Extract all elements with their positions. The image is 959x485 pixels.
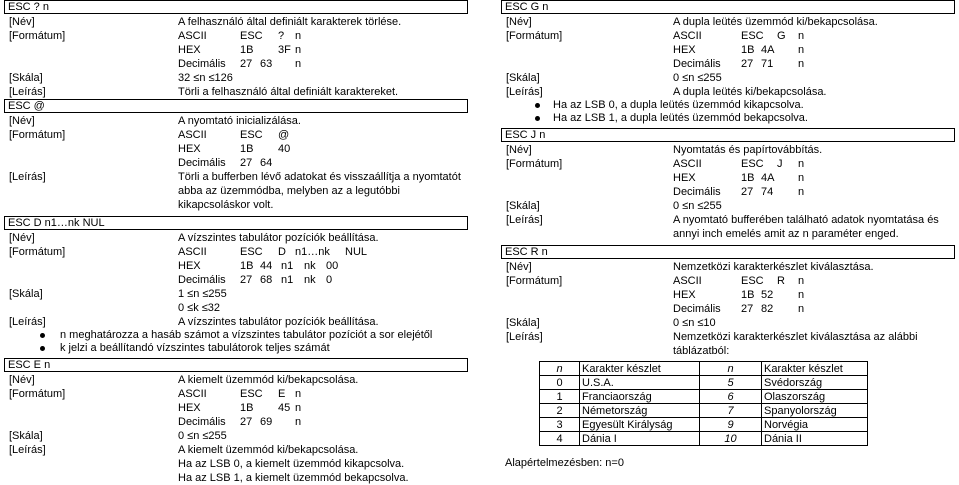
row-leiras xyxy=(4,170,468,212)
table-row xyxy=(540,376,868,390)
value-lsb1: Ha az LSB 1, a kiemelt üzemmód bekapcsolva. xyxy=(178,472,409,484)
row-leiras xyxy=(4,85,468,99)
row-format-dec xyxy=(501,302,955,316)
fmt-cell: n xyxy=(295,402,302,414)
value-nev: A kiemelt üzemmód ki/bekapcsolása. xyxy=(178,374,359,386)
row-format-ascii xyxy=(4,128,468,142)
row-skala xyxy=(4,429,468,443)
fmt-cell: 68 xyxy=(260,274,273,286)
section-header-esc-g: ESC G n xyxy=(501,0,955,14)
fmt-cell: E xyxy=(278,388,286,400)
value-leiras: A nyomtató bufferében található adatok nyomtatása és annyi inch emelés amit az n paraméter enged. xyxy=(673,214,939,240)
fmt-cell: ESC xyxy=(240,30,263,42)
fmt-cell: ASCII xyxy=(673,158,702,170)
fmt-cell: ? xyxy=(278,30,285,42)
row-format-hex xyxy=(501,43,955,57)
table-header-cell: n xyxy=(540,362,580,376)
fmt-cell: HEX xyxy=(178,402,201,414)
table-cell: Spanyolország xyxy=(762,404,868,418)
bullet-text: k jelzi a beállítandó vízszintes tabulátorok teljes számát xyxy=(60,342,330,354)
fmt-cell: n xyxy=(295,58,302,70)
label-skala: [Skála] xyxy=(9,72,43,84)
fmt-cell: n xyxy=(295,388,302,400)
fmt-cell: NUL xyxy=(345,246,368,258)
fmt-cell: HEX xyxy=(673,44,696,56)
fmt-cell: 1B xyxy=(741,289,755,301)
fmt-cell: 27 xyxy=(741,303,754,315)
row-skala xyxy=(4,287,468,301)
fmt-cell: 82 xyxy=(761,303,774,315)
section-header-esc-e: ESC E n xyxy=(4,358,468,372)
label-nev: [Név] xyxy=(9,232,35,244)
fmt-cell: @ xyxy=(278,129,290,141)
fmt-cell: 1B xyxy=(240,402,254,414)
fmt-cell: 0 xyxy=(326,274,333,286)
fmt-cell: 3F xyxy=(278,44,291,56)
value-nev: A felhasználó által definiált karakterek törlése. xyxy=(178,16,402,28)
row-format-dec xyxy=(501,57,955,71)
label-skala: [Skála] xyxy=(506,317,540,329)
section-header-esc-r: ESC R n xyxy=(501,245,955,259)
table-cell: 10 xyxy=(700,432,762,446)
bullet-text: Ha az LSB 0, a dupla leütés üzemmód kikapcsolva. xyxy=(553,99,804,111)
fmt-cell: 27 xyxy=(240,416,253,428)
row-format-hex xyxy=(4,401,468,415)
row-format-ascii xyxy=(4,387,468,401)
label-nev: [Név] xyxy=(9,115,35,127)
row-format-ascii xyxy=(501,157,955,171)
label-formatum: [Formátum] xyxy=(506,275,563,287)
fmt-cell: 71 xyxy=(761,58,774,70)
fmt-cell: 52 xyxy=(761,289,774,301)
table-cell: Dánia I xyxy=(580,432,700,446)
table-cell: 2 xyxy=(540,404,580,418)
fmt-cell: Decimális xyxy=(178,416,226,428)
row-format-ascii xyxy=(501,29,955,43)
label-leiras: [Leírás] xyxy=(9,86,46,98)
row-format-hex xyxy=(501,171,955,185)
label-nev: [Név] xyxy=(506,261,532,273)
label-formatum: [Formátum] xyxy=(9,246,66,258)
fmt-cell: G xyxy=(777,30,786,42)
row-format-dec xyxy=(4,57,468,71)
row-leiras xyxy=(4,315,468,329)
fmt-cell: n xyxy=(798,172,805,184)
fmt-cell: n xyxy=(798,58,805,70)
value-skala: 0 ≤n ≤255 xyxy=(673,200,722,212)
fmt-cell: HEX xyxy=(178,260,201,272)
row-format-dec xyxy=(501,185,955,199)
value-nev: Nyomtatás és papírtovábbítás. xyxy=(673,144,823,156)
row-nev xyxy=(501,260,955,274)
row-leiras-lsb0 xyxy=(4,457,468,471)
value-skala: 0 ≤n ≤255 xyxy=(673,72,722,84)
bullet-item xyxy=(4,342,468,355)
row-leiras xyxy=(4,443,468,457)
fmt-cell: Decimális xyxy=(673,186,721,198)
fmt-cell: n xyxy=(295,416,302,428)
fmt-cell: ESC xyxy=(240,246,263,258)
label-skala: [Skála] xyxy=(506,72,540,84)
label-leiras: [Leírás] xyxy=(9,444,46,456)
value-skala-k: 0 ≤k ≤32 xyxy=(178,302,221,314)
row-format-dec xyxy=(4,156,468,170)
fmt-cell: ASCII xyxy=(178,388,207,400)
table-header-row xyxy=(540,362,868,376)
fmt-cell: n xyxy=(798,275,805,287)
bullet-dot-icon xyxy=(40,333,45,338)
fmt-cell: ASCII xyxy=(673,30,702,42)
label-skala: [Skála] xyxy=(9,430,43,442)
value-leiras: Nemzetközi karakterkészlet kiválasztása az alábbi táblázatból: xyxy=(673,331,918,357)
table-cell: 7 xyxy=(700,404,762,418)
value-leiras: A vízszintes tabulátor pozíciók beállítása. xyxy=(178,316,379,328)
fmt-cell: HEX xyxy=(178,143,201,155)
bullet-item xyxy=(501,99,955,112)
label-leiras: [Leírás] xyxy=(9,316,46,328)
row-format-hex xyxy=(4,43,468,57)
fmt-cell: n1 xyxy=(281,260,294,272)
row-skala xyxy=(4,71,468,85)
table-cell: 3 xyxy=(540,418,580,432)
row-nev xyxy=(4,373,468,387)
fmt-cell: Decimális xyxy=(673,58,721,70)
fmt-cell: 27 xyxy=(240,274,253,286)
row-nev xyxy=(4,15,468,29)
row-skala xyxy=(501,71,955,85)
row-format-dec xyxy=(4,273,468,287)
value-skala: 0 ≤n ≤10 xyxy=(673,317,716,329)
label-skala: [Skála] xyxy=(506,200,540,212)
table-cell: Egyesült Királyság xyxy=(580,418,700,432)
value-nev: A dupla leütés üzemmód ki/bekapcsolása. xyxy=(673,16,878,28)
table-cell: Olaszország xyxy=(762,390,868,404)
label-formatum: [Formátum] xyxy=(506,30,563,42)
table-row xyxy=(540,404,868,418)
fmt-cell: Decimális xyxy=(178,58,226,70)
table-row xyxy=(540,432,868,446)
fmt-cell: 40 xyxy=(278,143,291,155)
label-formatum: [Formátum] xyxy=(9,388,66,400)
table-header-cell: Karakter készlet xyxy=(580,362,700,376)
value-skala: 32 ≤n ≤126 xyxy=(178,72,233,84)
fmt-cell: 27 xyxy=(240,157,253,169)
label-nev: [Név] xyxy=(506,16,532,28)
fmt-cell: 1B xyxy=(240,260,254,272)
section-header-esc-d: ESC D n1…nk NUL xyxy=(4,216,468,230)
value-leiras: A kiemelt üzemmód ki/bekapcsolása. xyxy=(178,444,359,456)
fmt-cell: 1B xyxy=(741,44,755,56)
fmt-cell: 27 xyxy=(741,58,754,70)
fmt-cell: nk xyxy=(304,274,316,286)
value-nev: A vízszintes tabulátor pozíciók beállítása. xyxy=(178,232,379,244)
row-format-ascii xyxy=(501,274,955,288)
fmt-cell: 64 xyxy=(260,157,273,169)
fmt-cell: ESC xyxy=(240,388,263,400)
fmt-cell: 27 xyxy=(240,58,253,70)
fmt-cell: 74 xyxy=(761,186,774,198)
fmt-cell: ASCII xyxy=(178,129,207,141)
bullet-dot-icon xyxy=(40,346,45,351)
fmt-cell: ESC xyxy=(741,30,764,42)
fmt-cell: n xyxy=(798,289,805,301)
row-leiras xyxy=(501,85,955,99)
label-nev: [Név] xyxy=(9,16,35,28)
fmt-cell: Decimális xyxy=(673,303,721,315)
default-note: Alapértelmezésben: n=0 xyxy=(505,457,624,469)
row-skala-k xyxy=(4,301,468,315)
row-format-ascii xyxy=(4,29,468,43)
table-cell: U.S.A. xyxy=(580,376,700,390)
table-cell: 5 xyxy=(700,376,762,390)
row-nev xyxy=(4,231,468,245)
fmt-cell: ASCII xyxy=(178,246,207,258)
fmt-cell: 27 xyxy=(741,186,754,198)
fmt-cell: 44 xyxy=(260,260,273,272)
table-cell: Svédország xyxy=(762,376,868,390)
section-header-esc-question: ESC ? n xyxy=(4,0,468,14)
row-nev xyxy=(501,143,955,157)
row-nev xyxy=(4,114,468,128)
fmt-cell: n xyxy=(798,186,805,198)
table-cell: 4 xyxy=(540,432,580,446)
label-formatum: [Formátum] xyxy=(9,129,66,141)
bullet-item xyxy=(501,112,955,125)
fmt-cell: 69 xyxy=(260,416,273,428)
fmt-cell: ESC xyxy=(240,129,263,141)
table-row xyxy=(540,418,868,432)
table-header-cell: n xyxy=(700,362,762,376)
fmt-cell: Decimális xyxy=(178,157,226,169)
label-nev: [Név] xyxy=(9,374,35,386)
row-leiras-lsb1 xyxy=(4,471,468,485)
fmt-cell: n xyxy=(798,44,805,56)
fmt-cell: n xyxy=(295,30,302,42)
table-cell: Dánia II xyxy=(762,432,868,446)
bullet-text: Ha az LSB 1, a dupla leütés üzemmód bekapcsolva. xyxy=(553,112,808,124)
table-cell: Franciaország xyxy=(580,390,700,404)
fmt-cell: n xyxy=(798,158,805,170)
fmt-cell: 63 xyxy=(260,58,273,70)
fmt-cell: ESC xyxy=(741,158,764,170)
fmt-cell: 1B xyxy=(240,143,254,155)
label-leiras: [Leírás] xyxy=(9,171,46,183)
fmt-cell: n1 xyxy=(281,274,294,286)
fmt-cell: HEX xyxy=(178,44,201,56)
row-skala xyxy=(501,316,955,330)
row-format-hex xyxy=(4,142,468,156)
section-header-esc-at: ESC @ xyxy=(4,99,468,113)
fmt-cell: 4A xyxy=(761,172,775,184)
label-formatum: [Formátum] xyxy=(506,158,563,170)
fmt-cell: ESC xyxy=(741,275,764,287)
right-column xyxy=(501,0,955,470)
fmt-cell: n1…nk xyxy=(295,246,330,258)
fmt-cell: n xyxy=(295,44,302,56)
fmt-cell: ASCII xyxy=(178,30,207,42)
row-skala xyxy=(501,199,955,213)
value-nev: Nemzetközi karakterkészlet kiválasztása. xyxy=(673,261,874,273)
table-cell: 6 xyxy=(700,390,762,404)
label-leiras: [Leírás] xyxy=(506,331,543,343)
table-header-cell: Karakter készlet xyxy=(762,362,868,376)
left-column xyxy=(4,0,468,485)
table-cell: Norvégia xyxy=(762,418,868,432)
table-cell: 1 xyxy=(540,390,580,404)
value-leiras: Törli a felhasználó által definiált karaktereket. xyxy=(178,86,399,98)
row-leiras xyxy=(501,330,955,358)
bullet-dot-icon xyxy=(535,103,540,108)
fmt-cell: HEX xyxy=(673,289,696,301)
label-skala: [Skála] xyxy=(9,288,43,300)
fmt-cell: D xyxy=(278,246,286,258)
value-skala: 0 ≤n ≤255 xyxy=(178,430,227,442)
value-skala-n: 1 ≤n ≤255 xyxy=(178,288,227,300)
value-lsb0: Ha az LSB 0, a kiemelt üzemmód kikapcsolva. xyxy=(178,458,405,470)
row-leiras xyxy=(501,213,955,241)
bullet-dot-icon xyxy=(535,116,540,121)
label-formatum: [Formátum] xyxy=(9,30,66,42)
charset-table xyxy=(539,361,868,446)
table-row xyxy=(540,390,868,404)
table-cell: Németország xyxy=(580,404,700,418)
row-format-hex xyxy=(4,259,468,273)
fmt-cell: R xyxy=(777,275,785,287)
row-nev xyxy=(501,15,955,29)
fmt-cell: n xyxy=(798,303,805,315)
fmt-cell: 1B xyxy=(741,172,755,184)
label-leiras: [Leírás] xyxy=(506,214,543,226)
fmt-cell: nk xyxy=(304,260,316,272)
value-nev: A nyomtató inicializálása. xyxy=(178,115,301,127)
table-cell: 9 xyxy=(700,418,762,432)
value-leiras: A dupla leütés ki/bekapcsolása. xyxy=(673,86,827,98)
label-leiras: [Leírás] xyxy=(506,86,543,98)
fmt-cell: 00 xyxy=(326,260,339,272)
fmt-cell: 1B xyxy=(240,44,254,56)
row-format-dec xyxy=(4,415,468,429)
bullet-item xyxy=(4,329,468,342)
fmt-cell: 45 xyxy=(278,402,291,414)
fmt-cell: HEX xyxy=(673,172,696,184)
row-format-ascii xyxy=(4,245,468,259)
bullet-text: n meghatározza a hasáb számot a vízszintes tabulátor pozíciót a sor elejétől xyxy=(60,329,433,341)
label-nev: [Név] xyxy=(506,144,532,156)
fmt-cell: n xyxy=(798,30,805,42)
value-leiras: Törli a bufferben lévő adatokat és visszaállítja a nyomtatót abba az üzemmódba, melyben az a legutóbbi kikapcsoláskor volt. xyxy=(178,171,461,211)
row-format-hex xyxy=(501,288,955,302)
fmt-cell: 4A xyxy=(761,44,775,56)
fmt-cell: Decimális xyxy=(178,274,226,286)
fmt-cell: ASCII xyxy=(673,275,702,287)
section-header-esc-j: ESC J n xyxy=(501,128,955,142)
table-cell: 0 xyxy=(540,376,580,390)
fmt-cell: J xyxy=(777,158,783,170)
